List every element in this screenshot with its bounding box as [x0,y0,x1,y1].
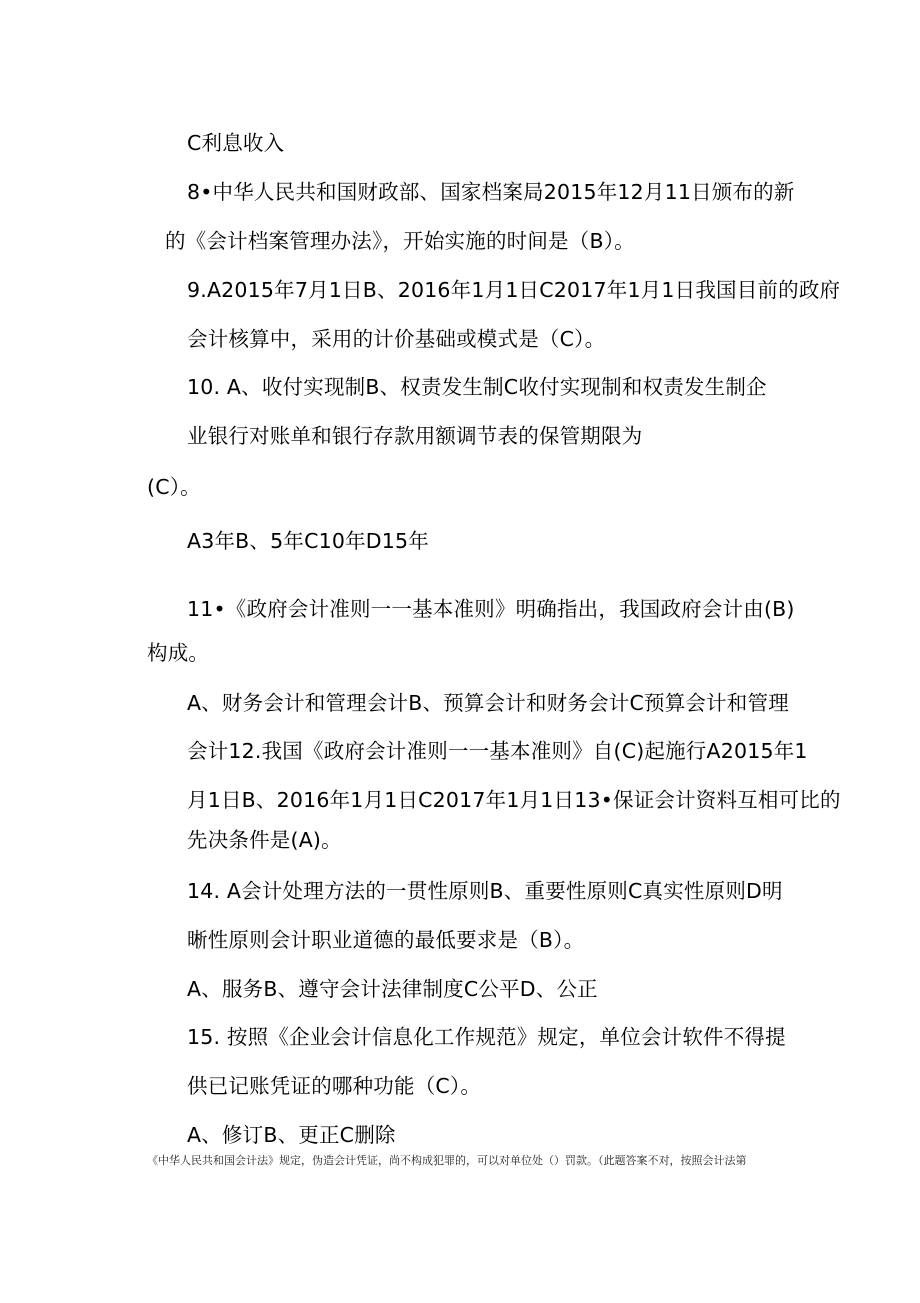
text-line-9: A3年B、5年C10年D15年 [187,529,429,553]
text-line-11: 构成。 [147,641,210,665]
text-line-5: 会计核算中，采用的计价基础或模式是（C）。 [187,327,606,351]
text-line-12: A、财务会计和管理会计B、预算会计和财务会计C预算会计和管理 [187,691,789,715]
text-line-1: C利息收入 [187,131,285,155]
text-line-4: 9.A2015年7月1日B、2016年1月1日C2017年1月1日我国目前的政府 [187,278,841,302]
text-line-17: 晰性原则会计职业道德的最低要求是（B）。 [187,928,585,952]
text-line-7: 业银行对账单和银行存款用额调节表的保管期限为 [187,424,643,448]
text-line-19: 15. 按照《企业会计信息化工作规范》规定，单位会计软件不得提 [187,1025,786,1049]
text-line-21: A、修订B、更正C删除 [187,1123,396,1147]
text-line-8: (C）。 [147,475,201,499]
text-line-18: A、服务B、遵守会计法律制度C公平D、公正 [187,977,598,1001]
footnote-text: 《中华人民共和国会计法》规定，伪造会计凭证，尚不构成犯罪的，可以对单位处（）罚款。（此题答案不对，按照会计法第 [147,1154,747,1167]
text-line-20: 供已记账凭证的哪种功能（C）。 [187,1074,482,1098]
text-line-10: 11•《政府会计准则一一基本准则》明确指出，我国政府会计由(B) [187,597,795,621]
text-line-6: 10. A、收付实现制B、权责发生制C收付实现制和权责发生制企 [187,375,767,399]
text-line-14: 月1日B、2016年1月1日C2017年1月1日13•保证会计资料互相可比的 [187,788,841,812]
text-line-3: 的《会计档案管理办法》，开始实施的时间是（B）。 [165,229,635,253]
text-line-13: 会计12.我国《政府会计准则一一基本准则》自(C)起施行A2015年1 [187,739,808,763]
text-line-2: 8•中华人民共和国财政部、国家档案局2015年12月11日颁布的新 [187,180,795,204]
text-line-16: 14. A会计处理方法的一贯性原则B、重要性原则C真实性原则D明 [187,879,783,903]
text-line-15: 先决条件是(A)。 [187,828,342,852]
